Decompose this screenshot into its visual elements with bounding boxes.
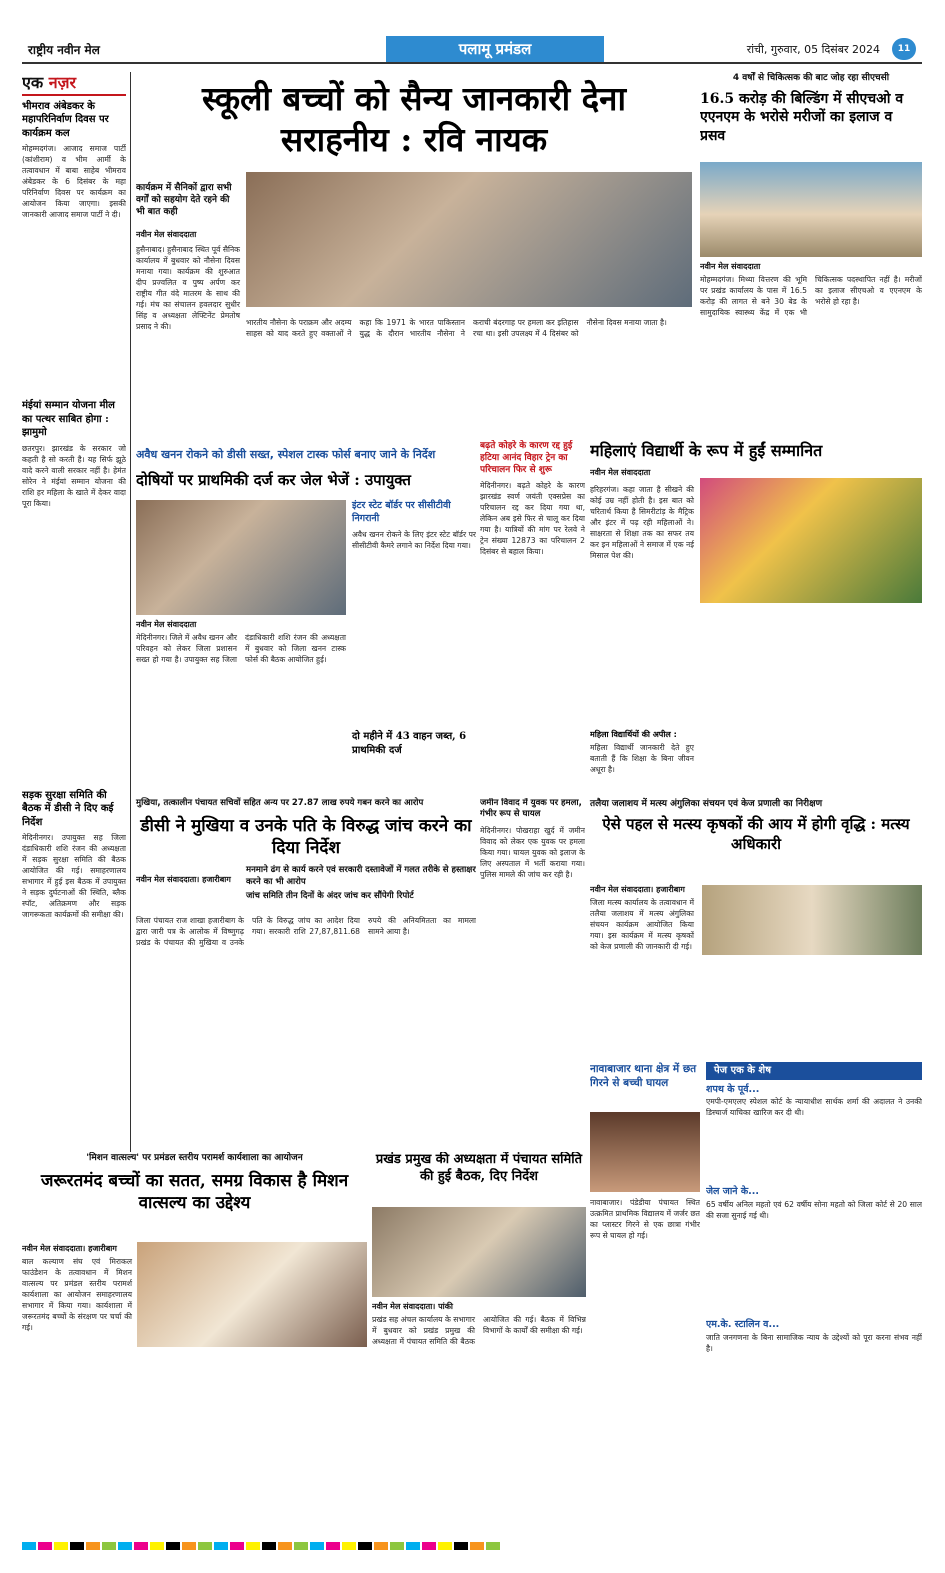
color-swatch — [230, 1542, 244, 1550]
land-body: मेदिनीनगर। पोखराहा खुर्द में जमीन विवाद को लेकर एक युवक पर हमला किया गया। घायल युवक को इलाज के लिए अस्पताल में भर्ती कराया गया। पुलिस मामले की जांच कर रही है। — [480, 825, 585, 879]
hospital-body: मोहम्मदगंज। मिथ्या वित्तरण की भूमि पर प्रखंड कार्यालय के पास में 16.5 करोड़ की लागत से बने 30 बेड के सामुदायिक स्वास्थ्य केंद्र में एक भी चिकित्सक पदस्थापित नहीं है। मरीजों का इलाज सीएचओ व एएनएम के भरोसे हो रहा है। — [700, 275, 922, 317]
mining-body: मेदिनीनगर। जिले में अवैध खनन और परिवहन को लेकर जिला प्रशासन सख्त हो गया है। उपायुक्त सह जिला दंडाधिकारी शशि रंजन की अध्यक्षता में बुधवार को जिला खनन टास्क फोर्स की बैठक आयोजित हुई। — [136, 633, 346, 664]
train-body: मेदिनीनगर। बढ़ते कोहरे के कारण झारखंड स्वर्ण जयंती एक्सप्रेस का परिचालन रद्द कर दिया गया था, लेकिन अब इसे फिर से चालू कर दिया गया है। यात्रियों की मांग पर रेलवे ने ट्रेन संख्या 12873 का परिचालन 2 दिसंबर से बहाल किया। — [480, 481, 585, 557]
color-swatch — [166, 1542, 180, 1550]
color-swatch — [342, 1542, 356, 1550]
panchayat-photo — [372, 1207, 586, 1297]
women-body: हरिहरगंज। कहा जाता है सीखने की कोई उम्र नहीं होती है। इस बात को चरितार्थ किया है सिमरीटांड़ के मैट्रिक और इंटर में पढ़ रही महिलाओं ने। साक्षरता से शिक्षा तक का सफर तय कर इन महिलाओं ने समाज में एक नई मिसाल पेश की। — [590, 485, 694, 560]
color-swatch — [438, 1542, 452, 1550]
train-kicker: बढ़ते कोहरे के कारण रद्द हुई हटिया आनंद विहार ट्रेन का परिचालन फिर से शुरू — [480, 441, 573, 476]
color-swatch — [374, 1542, 388, 1550]
brief-headline-1: भीमराव अंबेडकर के महापरिनिर्वाण दिवस पर कार्यक्रम कल — [22, 100, 109, 139]
color-swatch — [70, 1542, 84, 1550]
women-subtext: महिला विद्यार्थी जानकारी देते हुए बताती हैं कि शिक्षा के बिना जीवन अधूरा है। — [590, 743, 694, 774]
mining-story — [136, 470, 476, 790]
mission-body: बाल कल्याण संघ एवं मिराकल फाउंडेशन के तत्वावधान में मिशन वात्सल्य पर प्रमंडल स्तरीय परामर्श कार्यशाला का आयोजन समाहरणालय सभागार में किया गया। कार्यशाला में जरूरतमंद बच्चों के संरक्षण पर चर्चा की गई। — [22, 1257, 132, 1332]
color-swatch — [150, 1542, 164, 1550]
color-swatch — [422, 1542, 436, 1550]
lead-story — [136, 72, 692, 437]
hospital-photo — [700, 162, 922, 257]
color-swatch — [134, 1542, 148, 1550]
mukhiya-body: जिला पंचायत राज शाखा हजारीबाग के द्वारा जारी पत्र के आलोक में विष्णुगढ़ प्रखंड के पंचायत की मुखिया व उनके पति के विरुद्ध जांच का आदेश दिया गया। सरकारी राशि 27,87,811.68 रुपये की अनियमितता का मामला सामने आया है। — [136, 916, 476, 947]
mining-byline: नवीन मेल संवाददाता — [136, 620, 197, 629]
color-swatch — [86, 1542, 100, 1550]
fish-headline: ऐसे पहल से मत्स्य कृषकों की आय में होगी वृद्धि : मत्स्य अधिकारी — [602, 815, 910, 853]
color-swatch — [262, 1542, 276, 1550]
women-subhead: महिला विद्यार्थियों की अपील : — [590, 730, 677, 739]
school-body: नावाबाजार। पंडेडीया पंचायत स्थित उत्क्रमित प्राथमिक विद्यालय में जर्जर छत का प्लास्टर गिरने से एक छात्रा गंभीर रूप से घायल हो गई। — [590, 1198, 700, 1240]
brief-body-3: मेदिनीनगर। उपायुक्त सह जिला दंडाधिकारी शशि रंजन की अध्यक्षता में सड़क सुरक्षा समिति की बैठक आयोजित की गई। समाहरणालय सभागार में हुई इस बैठक में उपायुक्त ने सड़क दुर्घटनाओं की स्थिति, ब्लैक स्पॉट, अतिक्रमण और सड़क जागरूकता कार्यक्रमों की समीक्षा की। — [22, 833, 126, 920]
mining-photo — [136, 500, 346, 615]
ek-label: एक — [22, 73, 44, 92]
hospital-story — [700, 72, 922, 437]
color-swatch — [454, 1542, 468, 1550]
color-swatch — [246, 1542, 260, 1550]
color-swatch — [38, 1542, 52, 1550]
page-end-p3: जाति जनगणना के बिना सामाजिक न्याय के उद्देश्यों को पूरा करना संभव नहीं है। — [706, 1332, 922, 1353]
color-swatch — [102, 1542, 116, 1550]
hospital-headline: 16.5 करोड़ की बिल्डिंग में सीएचओ व एएनएम के भरोसे मरीजों का इलाज व प्रसव — [700, 91, 904, 144]
lead-headline: स्कूली बच्चों को सैन्य जानकारी देना सराहनीय : रवि नायक — [201, 79, 627, 160]
mukhiya-bullet-1: मनमाने ढंग से कार्य करने एवं सरकारी दस्तावेजों में गलत तरीके से हस्ताक्षर करने का भी आरोप — [246, 865, 476, 887]
panchayat-headline: प्रखंड प्रमुख की अध्यक्षता में पंचायत समिति की हुई बैठक, दिए निर्देश — [375, 1152, 583, 1184]
fish-body: जिला मत्स्य कार्यालय के तत्वावधान में तलैया जलाशय में मत्स्य अंगुलिका संचयन कार्यक्रम आयोजित किया गया। इस कार्यक्रम में मत्स्य कृषकों को केज प्रणाली की जानकारी दी गई। — [590, 898, 694, 951]
panchayat-story — [372, 1152, 586, 1537]
hospital-byline: नवीन मेल संवाददाता — [700, 262, 761, 271]
train-story — [480, 440, 585, 790]
land-story — [480, 798, 585, 1148]
masthead-logo: राष्ट्रीय नवीन मेल — [28, 43, 100, 57]
mission-story — [22, 1152, 367, 1537]
color-swatch — [118, 1542, 132, 1550]
women-photo — [700, 478, 922, 603]
color-swatch — [358, 1542, 372, 1550]
lead-byline: नवीन मेल संवाददाता — [136, 230, 197, 239]
page-end-p1: एमपी-एमएलए स्पेशल कोर्ट के न्यायाधीश सार्थक शर्मा की अदालत ने उनकी डिस्चार्ज याचिका खारिज कर दी थी। — [706, 1097, 922, 1118]
school-photo — [590, 1112, 700, 1192]
lead-body-2: भारतीय नौसेना के पराक्रम और अदम्य साहस को याद करते हुए वक्ताओं ने कहा कि 1971 के भारत पाकिस्तान युद्ध के दौरान भारतीय नौसेना ने कराची बंदरगाह पर हमला कर इतिहास रचा था। इसी उपलक्ष्य में 4 दिसंबर को नौसेना दिवस मनाया जाता है। — [246, 318, 667, 338]
page-end-p2: 65 वर्षीय अनिल महतो एवं 62 वर्षीय सोना महतो को जिला कोर्ट से 20 साल की सजा सुनाई गई थी। — [706, 1200, 922, 1221]
color-swatch — [54, 1542, 68, 1550]
lead-body-1: हुसैनाबाद। हुसैनाबाद स्थित पूर्व सैनिक कार्यालय में बुधवार को नौसेना दिवस मनाया गया। कार्यक्रम की शुरुआत दीप प्रज्वलित व पुष्प अर्पण कर राष्ट्रीय गीत वंदे मातरम के साथ की गई। मंच का संचालन हवलदार सुधीर सिंह व अध्यक्षता लेफ्टिनेंट प्रेमतोष प्रसाद ने की। — [136, 245, 240, 331]
color-swatch — [22, 1542, 36, 1550]
color-swatch — [390, 1542, 404, 1550]
women-headline: महिलाएं विद्यार्थी के रूप में हुईं सम्मानित — [590, 441, 823, 460]
brief-headline-3: सड़क सुरक्षा समिति की बैठक में डीसी ने दिए कई निर्देश — [22, 789, 114, 828]
mukhiya-headline: डीसी ने मुखिया व उनके पति के विरुद्ध जांच करने का दिया निर्देश — [140, 816, 472, 859]
color-swatch — [486, 1542, 500, 1550]
mission-byline: नवीन मेल संवाददाता। हजारीबाग — [22, 1244, 117, 1253]
fish-byline: नवीन मेल संवाददाता। हजारीबाग — [590, 885, 685, 894]
women-byline: नवीन मेल संवाददाता — [590, 467, 651, 477]
color-swatch — [198, 1542, 212, 1550]
ek-nazar-label — [22, 72, 126, 96]
cctv-subhead: इंटर स्टेट बॉर्डर पर सीसीटीवी निगरानी — [352, 500, 451, 524]
fish-kicker: तलैया जलाशय में मत्स्य अंगुलिका संचयन एवं केज प्रणाली का निरीक्षण — [590, 799, 823, 809]
mission-headline: जरूरतमंद बच्चों का सतत, समग्र विकास है मिशन वात्सल्य का उद्देश्य — [40, 1171, 349, 1214]
women-story — [590, 440, 922, 790]
lead-kicker: कार्यक्रम में सैनिकों द्वारा सभी वर्गों को सहयोग देते रहने की भी बात कही — [136, 183, 232, 218]
mukhiya-kicker: मुखिया, तत्कालीन पंचायत सचिवों सहित अन्य पर 27.87 लाख रुपये गबन करने का आरोप — [136, 798, 424, 808]
column-divider — [130, 72, 131, 1152]
section-title: पलामू प्रमंडल — [386, 36, 604, 62]
fish-story — [590, 815, 922, 1060]
page-end-h3: एम.के. स्टालिन व... — [706, 1319, 780, 1331]
fish-photo — [702, 885, 922, 955]
lead-photo — [246, 172, 692, 307]
hospital-kicker: 4 वर्षों से चिकित्सक की बाट जोह रहा सीएचसी — [732, 73, 890, 83]
page-end-box — [706, 1062, 922, 1532]
color-registration-bar — [22, 1542, 922, 1552]
color-swatch — [310, 1542, 324, 1550]
page-header — [22, 36, 922, 64]
page-end-title: पेज एक के शेष — [706, 1062, 922, 1080]
school-story — [590, 1062, 700, 1292]
color-swatch — [470, 1542, 484, 1550]
nazar-label: नज़र — [48, 73, 77, 92]
page-number: 11 — [892, 38, 916, 60]
color-swatch — [326, 1542, 340, 1550]
page-end-h2: जेल जाने के... — [706, 1186, 760, 1198]
panchayat-byline: नवीन मेल संवाददाता। पांकी — [372, 1302, 453, 1311]
brief-headline-2: मंईयां सम्मान योजना मील का पत्थर साबित होगा : झामुमो — [22, 400, 115, 439]
panchayat-body: प्रखंड सह अंचल कार्यालय के सभागार में बुधवार को प्रखंड प्रमुख की अध्यक्षता में पंचायत समिति की बैठक आयोजित की गई। बैठक में विभिन्न विभागों के कार्यों की समीक्षा की गई। — [372, 1315, 586, 1346]
page-end-h1: शपथ के पूर्व... — [706, 1083, 760, 1095]
color-swatch — [182, 1542, 196, 1550]
mission-photo — [137, 1242, 367, 1347]
seizure-box: दो महीने में 43 वाहन जब्त, 6 प्राथमिकी दर्ज — [352, 731, 467, 756]
mukhiya-bullet-2: जांच समिति तीन दिनों के अंदर जांच कर सौंपेगी रिपोर्ट — [246, 891, 414, 902]
mukhiya-byline: नवीन मेल संवाददाता। हजारीबाग — [136, 875, 231, 884]
color-swatch — [406, 1542, 420, 1550]
school-headline: नावाबाजार थाना क्षेत्र में छत गिरने से बच्ची घायल — [590, 1063, 697, 1090]
color-swatch — [214, 1542, 228, 1550]
color-swatch — [294, 1542, 308, 1550]
left-column — [22, 72, 126, 1152]
cctv-text: अवैध खनन रोकने के लिए इंटर स्टेट बॉर्डर पर सीसीटीवी कैमरे लगाने का निर्देश दिया गया। — [352, 529, 476, 550]
color-swatch — [278, 1542, 292, 1550]
mining-headline: दोषियों पर प्राथमिकी दर्ज कर जेल भेजें : उपायुक्त — [136, 471, 411, 489]
issue-date: रांची, गुरुवार, 05 दिसंबर 2024 — [746, 43, 880, 56]
mission-kicker: 'मिशन वात्सल्य' पर प्रमंडल स्तरीय परामर्श कार्यशाला का आयोजन — [86, 1153, 303, 1163]
mukhiya-story — [136, 815, 476, 1145]
mining-kicker: अवैध खनन रोकने को डीसी सख्त, स्पेशल टास्क फोर्स बनाए जाने के निर्देश — [136, 448, 436, 461]
brief-body-1: मोहम्मदगंज। आजाद समाज पार्टी (कांशीराम) व भीम आर्मी के तत्वावधान में बाबा साहेब भीमराव अंबेडकर के 6 दिसंबर के महा परिनिर्वाण दिवस पर कार्यक्रम का आयोजन किया जाएगा। इसकी जानकारी आजाद समाज पार्टी ने दी। — [22, 144, 126, 220]
land-kicker: जमीन विवाद में युवक पर हमला, गंभीर रूप से घायल — [480, 798, 582, 820]
cctv-box — [352, 500, 476, 551]
brief-body-2: छतरपुर। झारखंड के सरकार जो कहती है सो करती है। यह सिर्फ झूठे वादे करने वाली सरकार नहीं है। हेमंत सोरेन ने मंईयां सम्मान योजना की राशि हर महिला के खाते में देकर वादा पूरा किया। — [22, 443, 126, 508]
